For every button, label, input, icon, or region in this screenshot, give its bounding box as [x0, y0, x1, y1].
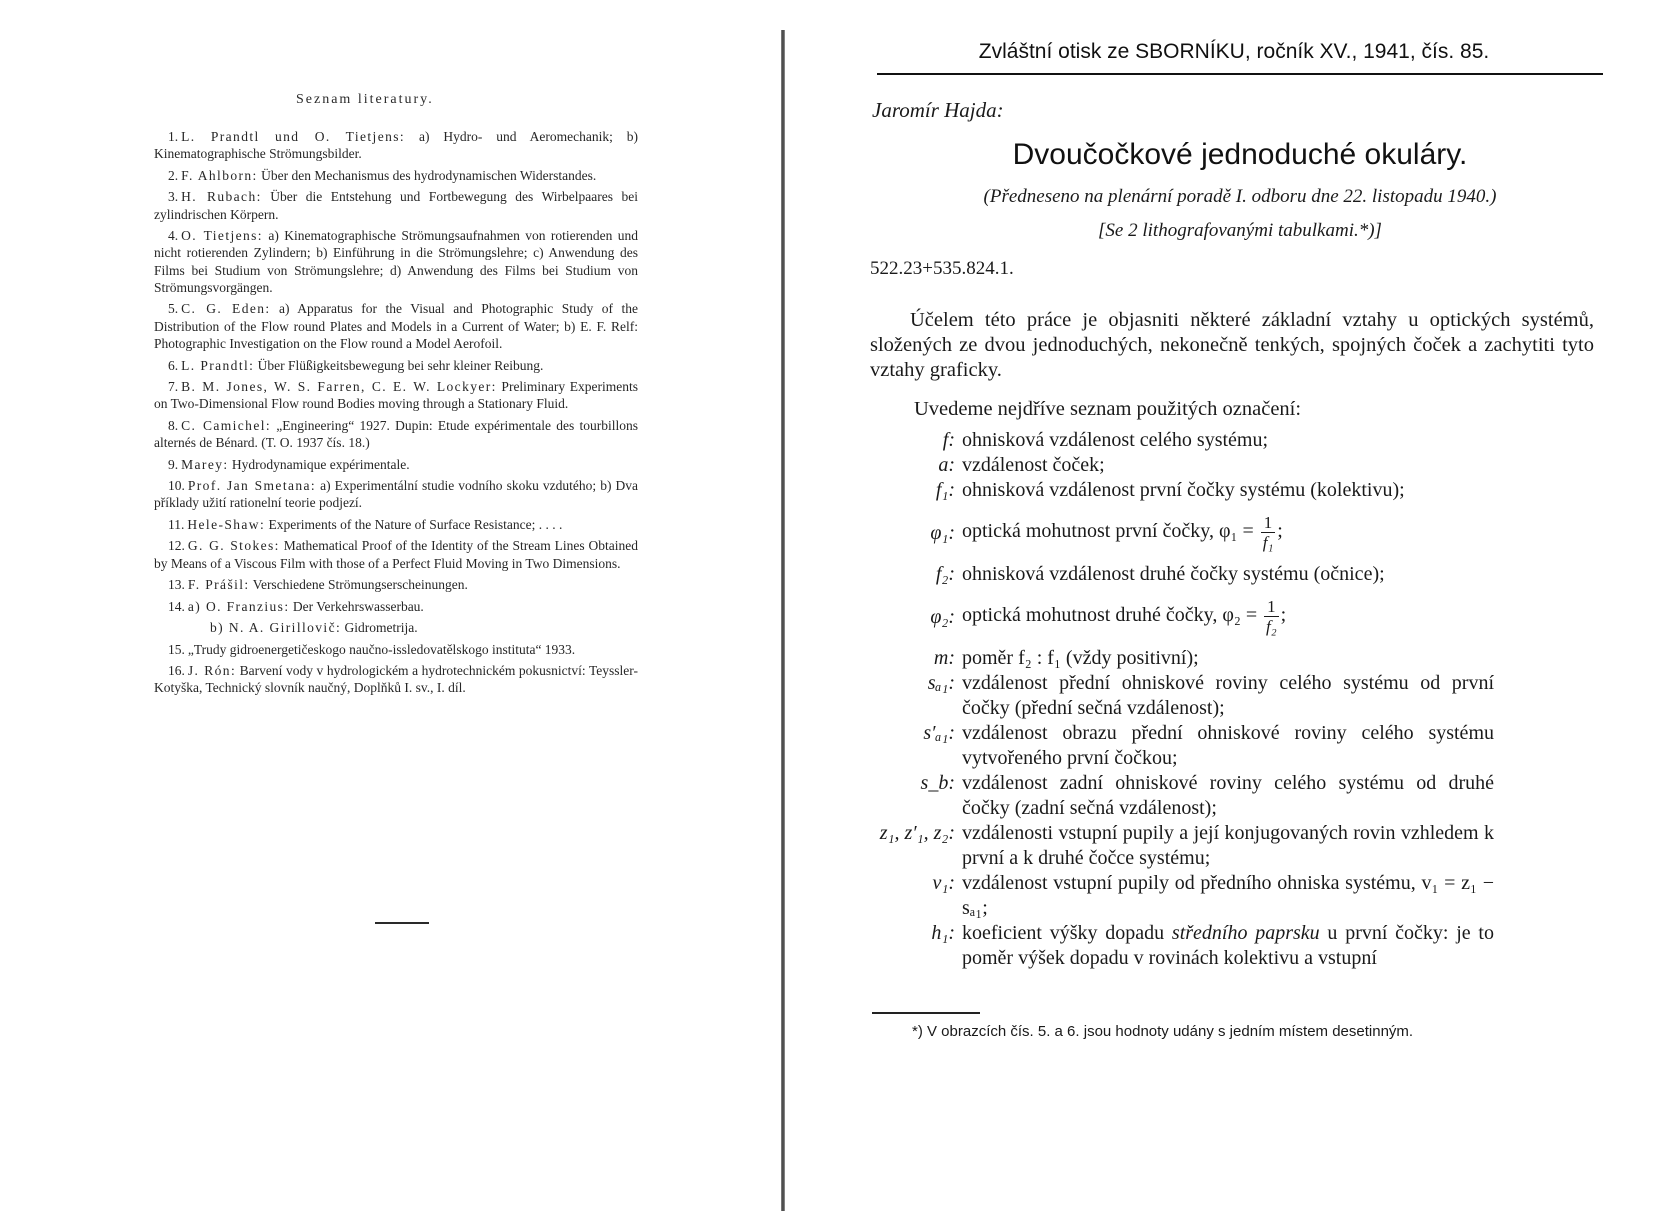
notation-item: m: poměr f₂ : f₁ (vždy positivní);: [933, 647, 1199, 669]
presentation-note: (Předneseno na plenární poradě I. odboru dne 22. listopadu 1940.): [983, 186, 1497, 207]
bibliography-list: [154, 128, 638, 701]
right-page: [790, 0, 1654, 1211]
footnote-divider: [872, 1012, 980, 1014]
notation-item: z₁, z′₁, z₂: vzdálenosti vstupní pupily a její konjugovaných rovin vzhledem k první a k druhé čočce systému;: [879, 822, 1494, 869]
article-title: Dvoučočkové jednoduché okuláry.: [1012, 138, 1468, 171]
end-divider: [375, 922, 429, 924]
reference-item: 15. „Trudy gidroenergetičeskogo naučno-issledovatělskogo instituta“ 1933.: [168, 641, 576, 657]
reference-item: 10. Prof. Jan Smetana: a) Experimentální studie vodního skoku vzdutého; b) Dva příklady užití rationelní teorie podjezí.: [154, 478, 638, 511]
reference-item: 13. F. Prášil: Verschiedene Strömungserscheinungen.: [168, 577, 468, 593]
reference-item: 12. G. G. Stokes: Mathematical Proof of the Identity of the Stream Lines Obtained by Means of a Viscous Film with those of a Perfect Fluid Moving in Two Dimensions.: [154, 538, 638, 571]
reference-item: b) N. A. Girillovič: Gidrometrija.: [210, 620, 418, 636]
fraction: $\frac{1}{\text{f₂}}$: [1266, 597, 1277, 636]
left-page: [0, 0, 780, 1211]
footnote: *) V obrazcích čís. 5. a 6. jsou hodnoty udány s jedním místem desetinným.: [912, 1023, 1414, 1040]
notation-item: sₐ₁: vzdálenost přední ohniskové roviny celého systému od první čočky (přední sečná vzdálenost);: [927, 672, 1494, 719]
notation-item: a: vzdálenost čoček;: [938, 454, 1105, 476]
reference-item: 2. F. Ahlborn: Über den Mechanismus des hydrodynamischen Widerstandes.: [168, 167, 597, 183]
notation-item: f₁: ohnisková vzdálenost první čočky systému (kolektivu);: [935, 479, 1405, 501]
notation-item: s_b: vzdálenost zadní ohniskové roviny celého systému od druhé čočky (zadní sečná vzdálenost);: [920, 772, 1494, 819]
reference-item: 8. C. Camichel: „Engineering“ 1927. Dupin: Etude expérimentale des tourbillons alternés de Bénard. (T. O. 1937 čís. 18.): [154, 417, 638, 451]
bibliography-title: Seznam literatury.: [296, 92, 434, 107]
notation-item: f: ohnisková vzdálenost celého systému;: [942, 429, 1269, 451]
reference-item: 14. a) O. Franzius: Der Verkehrswasserbau.: [168, 598, 424, 614]
author-name: Jaromír Hajda:: [872, 98, 1004, 122]
notation-item: φ₂: optická mohutnost druhé čočky, φ₂ = $\frac{1}{\text{f₂}}$ ;: [930, 597, 1287, 636]
udc-classification: 522.23+535.824.1.: [870, 258, 1014, 279]
notation-item: h₁: koeficient výšky dopadu středního paprsku u první čočky: je to poměr výšek dopadu v rovinách kolektivu a vstupní: [931, 922, 1494, 969]
reference-item: 1. L. Prandtl und O. Tietjens: a) Hydro- und Aeromechanik; b) Kinematographische Strömungsbilder.: [154, 129, 638, 162]
running-header: Zvláštní otisk ze SBORNÍKU, ročník XV., 1941, čís. 85.: [978, 40, 1490, 63]
reference-item: 16. J. Rón: Barvení vody v hydrologickém a hydrotechnickém pokusnictví: Teyssler-Kotyška, Technický slovník naučný, Doplňků I. sv., I. díl.: [154, 663, 639, 696]
fraction: $\frac{1}{\text{f₁}}$: [1262, 513, 1274, 552]
reference-item: 7. B. M. Jones, W. S. Farren, C. E. W. Lockyer: Preliminary Experiments on Two-Dimensional Flow round Bodies moving through a Stationary Fluid.: [154, 378, 639, 412]
reference-item: 6. L. Prandtl: Über Flüßigkeitsbewegung bei sehr kleiner Reibung.: [168, 357, 544, 373]
notation-item: f₂: ohnisková vzdálenost druhé čočky systému (očnice);: [935, 563, 1385, 585]
reference-item: 3. H. Rubach: Über die Entstehung und Fortbewegung des Wirbelpaares bei zylindrischen Körpern.: [154, 189, 638, 222]
reference-item: 5. C. G. Eden: a) Apparatus for the Visual and Photographic Study of the Distribution of the Flow round Plates and Models in a Current of Water; b) E. F. Relf: Photographic Investigation on the Flow round a Model Aerofoil.: [154, 301, 638, 352]
reference-item: 9. Marey: Hydrodynamique expérimentale.: [168, 456, 410, 472]
notation-item: φ₁: optická mohutnost první čočky, φ₁ = $\frac{1}{\text{f₁}}$ ;: [930, 513, 1283, 552]
plates-note: [Se 2 lithografovanými tabulkami.*)]: [1098, 220, 1382, 241]
header-divider: [877, 73, 1603, 75]
notation-item: s′ₐ₁: vzdálenost obrazu přední ohniskové roviny celého systému vytvořeného první čočkou;: [923, 722, 1494, 769]
intro-paragraph: Účelem této práce je objasniti některé základní vztahy u optických systémů, složených ze dvou jednoduchých, nekonečně tenkých, spojných čoček a zachytiti tyto vztahy graficky.: [870, 309, 1594, 381]
notation-intro: Uvedeme nejdříve seznam použitých označení:: [914, 398, 1302, 420]
reference-item: 4. O. Tietjens: a) Kinematographische Strömungsaufnahmen von rotierenden und nicht rotierenden Zylindern; b) Einführung in die Strömungslehre; c) Anwendung des Films bei Studium von Strömungslehre; d) Anwendung des Films bei Studium von Strömungsvorgängen.: [154, 228, 638, 295]
notation-list: [790, 428, 1654, 971]
notation-item: v₁: vzdálenost vstupní pupily od předního ohniska systému, v₁ = z₁ − sₐ₁;: [932, 872, 1494, 919]
reference-item: 11. Hele-Shaw: Experiments of the Nature of Surface Resistance; . . . .: [168, 516, 563, 532]
book-gutter: [781, 30, 785, 1211]
